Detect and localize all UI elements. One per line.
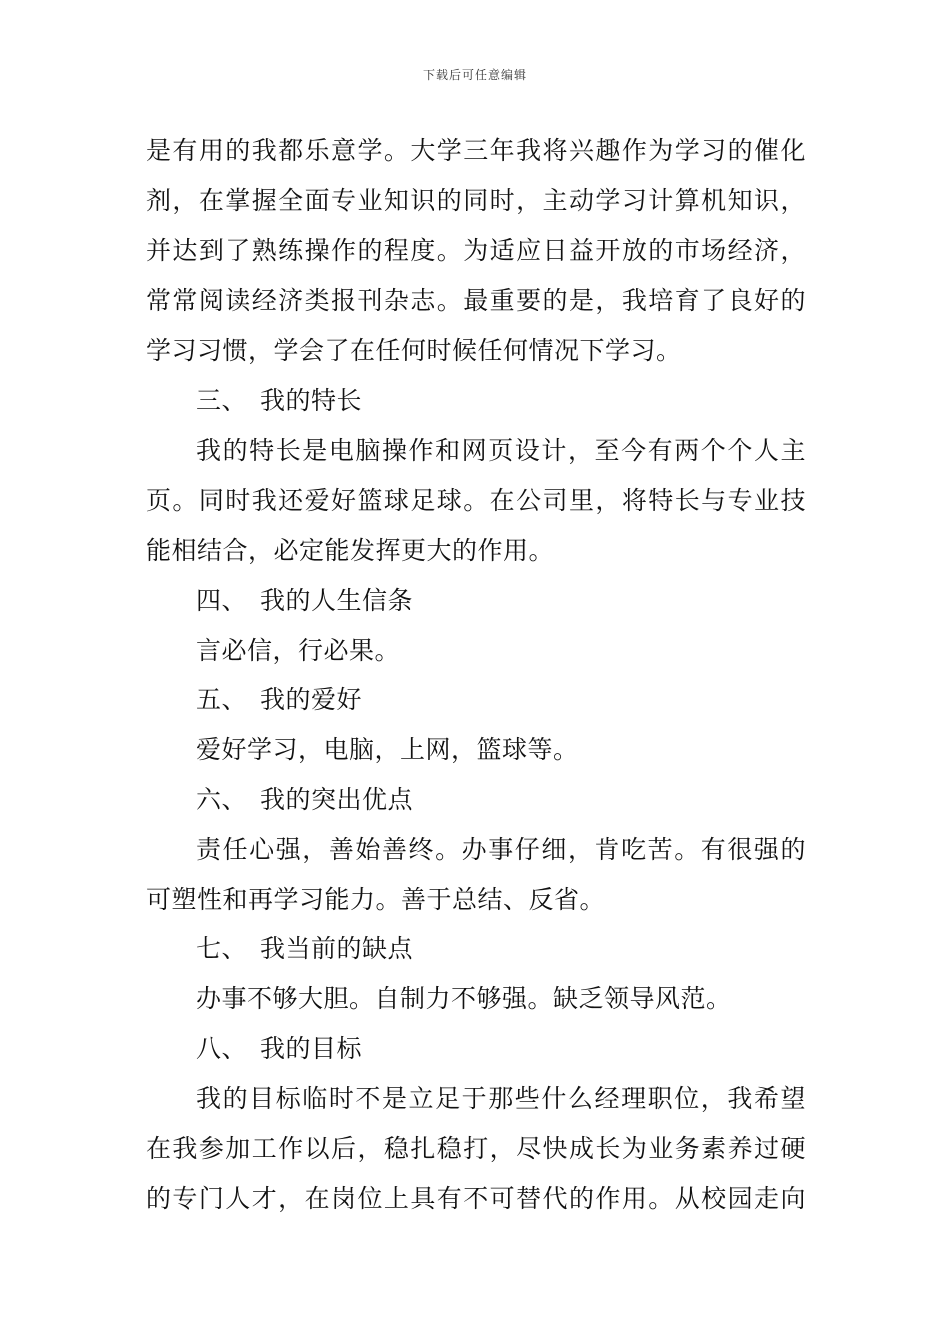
paragraph-line: 爱好学习，电脑，上网，篮球等。 xyxy=(196,735,579,764)
paragraph-line: 办事不够大胆。自制力不够强。缺乏领导风范。 xyxy=(196,984,732,1013)
paragraph-line: 责任心强，善始善终。办事仔细，肯吃苦。有很强的 xyxy=(196,835,806,864)
section-title: 我的特长 xyxy=(260,386,363,415)
section-heading-4 xyxy=(196,586,856,616)
section-title: 我的爱好 xyxy=(260,685,363,714)
paragraph-line: 可塑性和再学习能力。善于总结、反省。 xyxy=(146,885,606,914)
section-number: 六、 xyxy=(196,785,248,814)
paragraph-line: 我的特长是电脑操作和网页设计，至今有两个个人主 xyxy=(196,436,806,465)
paragraph-line: 我的目标临时不是立足于那些什么经理职位，我希望 xyxy=(196,1084,806,1113)
paragraph-line: 页。同时我还爱好篮球足球。在公司里，将特长与专业技 xyxy=(146,486,806,515)
section-title: 我当前的缺点 xyxy=(260,934,414,963)
section-title: 我的目标 xyxy=(260,1034,363,1063)
paragraph-line: 是有用的我都乐意学。大学三年我将兴趣作为学习的催化 xyxy=(146,136,806,165)
section-heading-3 xyxy=(196,386,856,416)
section-title: 我的人生信条 xyxy=(260,586,414,615)
section-title: 我的突出优点 xyxy=(260,785,414,814)
section-number: 七、 xyxy=(196,934,248,963)
paragraph-line: 言必信，行必果。 xyxy=(196,636,401,665)
paragraph-line: 学习习惯，学会了在任何时候任何情况下学习。 xyxy=(146,336,682,365)
download-note: 下载后可任意编辑 xyxy=(422,68,527,82)
section-heading-6 xyxy=(196,785,856,815)
section-number: 八、 xyxy=(196,1034,248,1063)
paragraph-line: 并达到了熟练操作的程度。为适应日益开放的市场经济， xyxy=(146,236,806,265)
paragraph-line: 剂，在掌握全面专业知识的同时，主动学习计算机知识， xyxy=(146,186,806,215)
paragraph-line: 在我参加工作以后，稳扎稳打，尽快成长为业务素养过硬 xyxy=(146,1134,806,1163)
paragraph-line: 的专门人才，在岗位上具有不可替代的作用。从校园走向 xyxy=(146,1184,806,1213)
section-heading-5 xyxy=(196,685,856,715)
section-heading-8 xyxy=(196,1034,856,1064)
section-number: 四、 xyxy=(196,586,248,615)
section-number: 三、 xyxy=(196,386,248,415)
paragraph-line: 能相结合，必定能发挥更大的作用。 xyxy=(146,536,555,565)
section-number: 五、 xyxy=(196,685,248,714)
paragraph-line: 常常阅读经济类报刊杂志。最重要的是，我培育了良好的 xyxy=(146,286,806,315)
section-heading-7 xyxy=(196,934,856,964)
